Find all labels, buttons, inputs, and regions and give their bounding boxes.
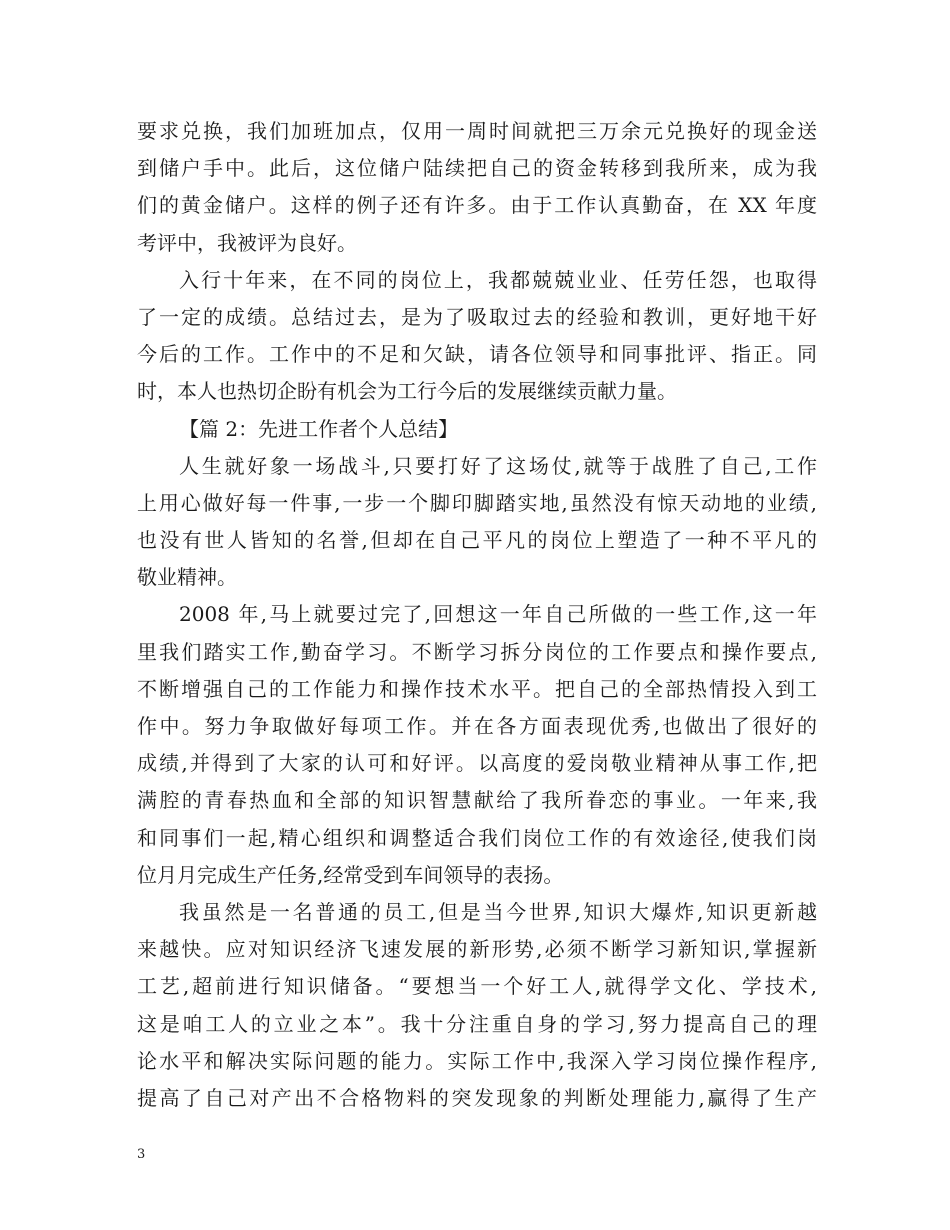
- text-line: 今后的工作。工作中的不足和欠缺，请各位领导和同事批评、指正。同: [137, 342, 817, 367]
- text-line: 满腔的青春热血和全部的知识智慧献给了我所眷恋的事业。一年来,我: [137, 788, 817, 813]
- heading-line: 【篇 2：先进工作者个人总结】: [179, 416, 459, 441]
- text-line: 敬业精神。: [137, 565, 237, 590]
- paragraph: [137, 894, 817, 1117]
- text-line: 时，本人也热切企盼有机会为工行今后的发展继续贡献力量。: [137, 379, 677, 404]
- text-line: 成绩,并得到了大家的认可和好评。以高度的爱岗敬业精神从事工作,把: [137, 751, 817, 776]
- text-line: 了一定的成绩。总结过去，是为了吸取过去的经验和教训，更好地干好: [137, 304, 817, 329]
- text-line: 里我们踏实工作,勤奋学习。不断学习拆分岗位的工作要点和操作要点,: [137, 639, 817, 664]
- text-line: 2008 年,马上就要过完了,回想这一年自己所做的一些工作,这一年: [179, 602, 817, 627]
- paragraph: [137, 113, 817, 262]
- text-line: 考评中，我被评为良好。: [137, 230, 357, 255]
- text-line: 我虽然是一名普通的员工,但是当今世界,知识大爆炸,知识更新越: [179, 899, 817, 924]
- document-body: [137, 113, 817, 1117]
- text-line: 论水平和解决实际问题的能力。实际工作中,我深入学习岗位操作程序,: [137, 1048, 817, 1073]
- paragraph: [137, 448, 817, 597]
- text-line: 们的黄金储户。这样的例子还有许多。由于工作认真勤奋，在 XX 年度: [137, 193, 817, 218]
- text-line: 上用心做好每一件事,一步一个脚印脚踏实地,虽然没有惊天动地的业绩,: [137, 490, 817, 515]
- text-line: 来越快。应对知识经济飞速发展的新形势,必须不断学习新知识,掌握新: [137, 937, 817, 962]
- paragraph: [137, 262, 817, 411]
- text-line: 这是咱工人的立业之本”。我十分注重自身的学习,努力提高自己的理: [137, 1011, 817, 1036]
- text-line: 要求兑换，我们加班加点，仅用一周时间就把三万余元兑换好的现金送: [137, 119, 817, 143]
- text-line: 入行十年来，在不同的岗位上，我都兢兢业业、任劳任怨，也取得: [179, 267, 817, 292]
- text-line: 和同事们一起,精心组织和调整适合我们岗位工作的有效途径,使我们岗: [137, 825, 817, 850]
- text-line: 不断增强自己的工作能力和操作技术水平。把自己的全部热情投入到工: [137, 676, 817, 701]
- text-line: 人生就好象一场战斗,只要打好了这场仗,就等于战胜了自己,工作: [179, 453, 817, 478]
- section-heading: [137, 411, 817, 448]
- text-line: 到储户手中。此后，这位储户陆续把自己的资金转移到我所来，成为我: [137, 156, 817, 181]
- text-line: 作中。努力争取做好每项工作。并在各方面表现优秀,也做出了很好的: [137, 714, 817, 738]
- paragraph: [137, 596, 817, 894]
- text-line: 位月月完成生产任务,经常受到车间领导的表扬。: [137, 862, 564, 887]
- text-line: 也没有世人皆知的名誉,但却在自己平凡的岗位上塑造了一种不平凡的: [137, 528, 817, 553]
- page-number: 3: [137, 1147, 146, 1162]
- text-line: 工艺,超前进行知识储备。“要想当一个好工人,就得学文化、学技术,: [137, 974, 817, 999]
- text-line: 提高了自己对产出不合格物料的突发现象的判断处理能力,赢得了生产: [137, 1085, 817, 1110]
